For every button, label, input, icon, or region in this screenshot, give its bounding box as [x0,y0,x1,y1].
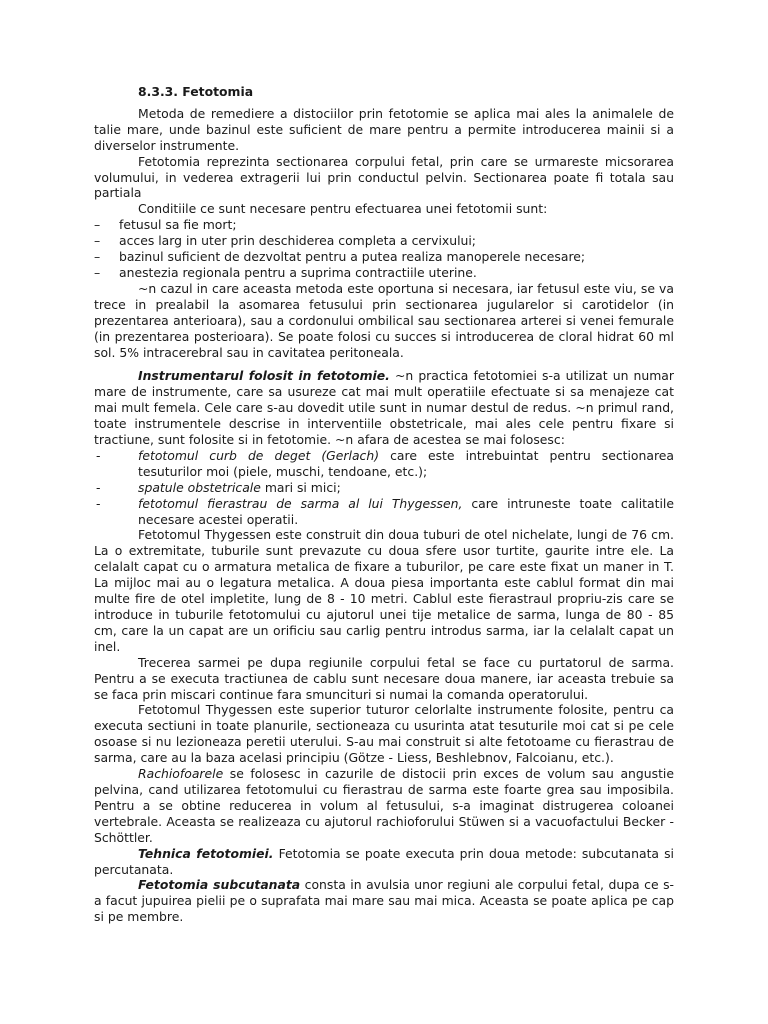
list-item: – anestezia regionala pentru a suprima contractiile uterine. [94,265,674,281]
list-item [94,480,674,496]
rachiofoare-text: se folosesc in cazurile de distocii prin exces de volum sau angustie pelvina, cand utilizarea fetotomului cu fierastrau de sarma este foarte grea sau imposibila. Pentru a se obtine reducerea in volum al fetusului, s-a imaginat distrugerea coloanei vertebrale. Aceasta se realizeaza cu ajutorul rachioforului Stüwen si a vacuofactului Becker - Schöttler. [94,766,674,845]
list-item [94,448,674,480]
subcutaneous-text: consta in avulsia unor regiuni ale corpului fetal, dupa ce s-a facut jupuirea pielii pe o suprafata mai mare sau mai mica. Aceasta se poate aplica pe cap si pe membre. [94,877,674,925]
paragraph-thygessen-construction: Fetotomul Thygessen este construit din doua tuburi de otel nichelate, lungi de 76 cm. La o extremitate, tuburile sunt prevazute cu doua sfere usor turtite, gaurite intre ele. La celalalt capat cu o armatura metalica de fixare a tuburilor, pe care este fixat un maner in T. La mijloc mai au o legatura metalica. A doua piesa importanta este cablul format din mai multe fire de otel impletite, lung de 8 - 10 metri. Cablul este fierastraul propriu-zis care se introduce in tuburile fetotomului cu ajutorul unei tije metalice de sarma, lunga de 80 - 85 cm, care la un capat are un orificiu sau carlig pentru introdus sarma, iar la celalalt capat un inel. [94,527,674,654]
tool-name: fetotomul fierastrau de sarma al lui Thygessen, [138,495,463,511]
paragraph-wire-passing: Trecerea sarmei pe dupa regiunile corpului fetal se face cu purtatorul de sarma. Pentru a se executa tractiunea de cablu sunt necesare doua manere, iar aceasta trebuie sa se faca prin miscari continue fara smunciturі si numai la comanda operatorului. [94,654,674,702]
list-item: – fetusul sa fie mort; [94,217,674,233]
paragraph-definition: Fetotomia reprezinta sectionarea corpului fetal, prin care se urmareste micsorarea volumului, in vederea extragerii lui prin conductul pelvin. Sectionarea poate fi totala sau partiala [94,153,674,201]
instruments-title: Instrumentarul folosit in fetotomie. [138,368,390,384]
paragraph-subcutaneous [94,877,674,925]
tools-list [94,448,674,528]
tool-desc: care intruneste toate calitatile necesare acestei operatii. [138,495,674,527]
paragraph-instruments [94,368,674,448]
instruments-text: ~n practica fetotomiei s-a utilizat un numar mare de instrumente, care sa usureze cat mai mult operatiile efectuate si sa menajeze cat mai mult femela. Cele care s-au dovedit utile sunt in numar destul de redus. ~n primul rand, toate instrumentele descrise in interventiile obstetricale, mai ales cele pentru fixare si tractiune, sunt folosite si in fetotomie. ~n afara de acestea se mai folosesc: [94,368,674,448]
technique-text: Fetotomia se poate executa prin doua metode: subcutanata si percutanata. [94,845,674,877]
paragraph-technique [94,846,674,878]
technique-lead: Tehnica fetotomiei. [138,845,274,861]
paragraph-intro: Metoda de remediere a distociilor prin fetotomie se aplica mai ales la animalele de talie mare, unde bazinul este suficient de mare pentru a permite introducerea mainii si a diverselor instrumente. [94,105,674,153]
tool-name: fetotomul curb de deget (Gerlach) [138,447,380,463]
list-item: – acces larg in uter prin deschiderea completa a cervixului; [94,233,674,249]
paragraph-thygessen-superior: Fetotomul Thygessen este superior tuturor celorlalte instrumente folosite, pentru ca executa sectiuni in toate planurile, sectioneaza cu usurinta atat tesuturile moi cat si pe cele osoase si nu lezioneaza peretii uterului. S-au mai construit si alte fetotoame cu fierastrau de sarma, care au la baza acelasi principiu (Götze - Liess, Beshlebnov, Falcoianu, etc.). [94,702,674,766]
tool-desc: care este intrebuintat pentru sectionarea tesuturilor moi (piele, muschi, tendoane, etc.); [138,447,674,479]
rachiofoare-lead: Rachiofoarele [138,766,224,782]
paragraph-live-fetus: ~n cazul in care aceasta metoda este oportuna si necesara, iar fetusul este viu, se va trece in prealabil la asomarea fetusului prin sectionarea jugularelor si carotidelor (in prezentarea anterioara), sau a cordonului ombilical sau sectionarea arterei si venei femurale (in prezentarea posterioara). Se poate folosi cu succes si introducerea de cloral hidrat 60 ml sol. 5% intracerebral sau in cavitatea peritoneala. [94,280,674,360]
paragraph-conditions-intro: Conditiile ce sunt necesare pentru efectuarea unei fetotomii sunt: [138,201,548,217]
list-item: – bazinul suficient de dezvoltat pentru a putea realiza manoperele necesare; [94,249,674,265]
subcutaneous-lead: Fetotomia subcutanata [138,877,301,893]
paragraph-rachiofoare [94,766,674,846]
conditions-list [94,217,674,281]
section-heading: 8.3.3. Fetotomia [138,84,254,99]
tool-name: spatule obstetricale [138,479,261,495]
tool-desc: mari si mici; [260,479,341,495]
list-item [94,496,674,528]
